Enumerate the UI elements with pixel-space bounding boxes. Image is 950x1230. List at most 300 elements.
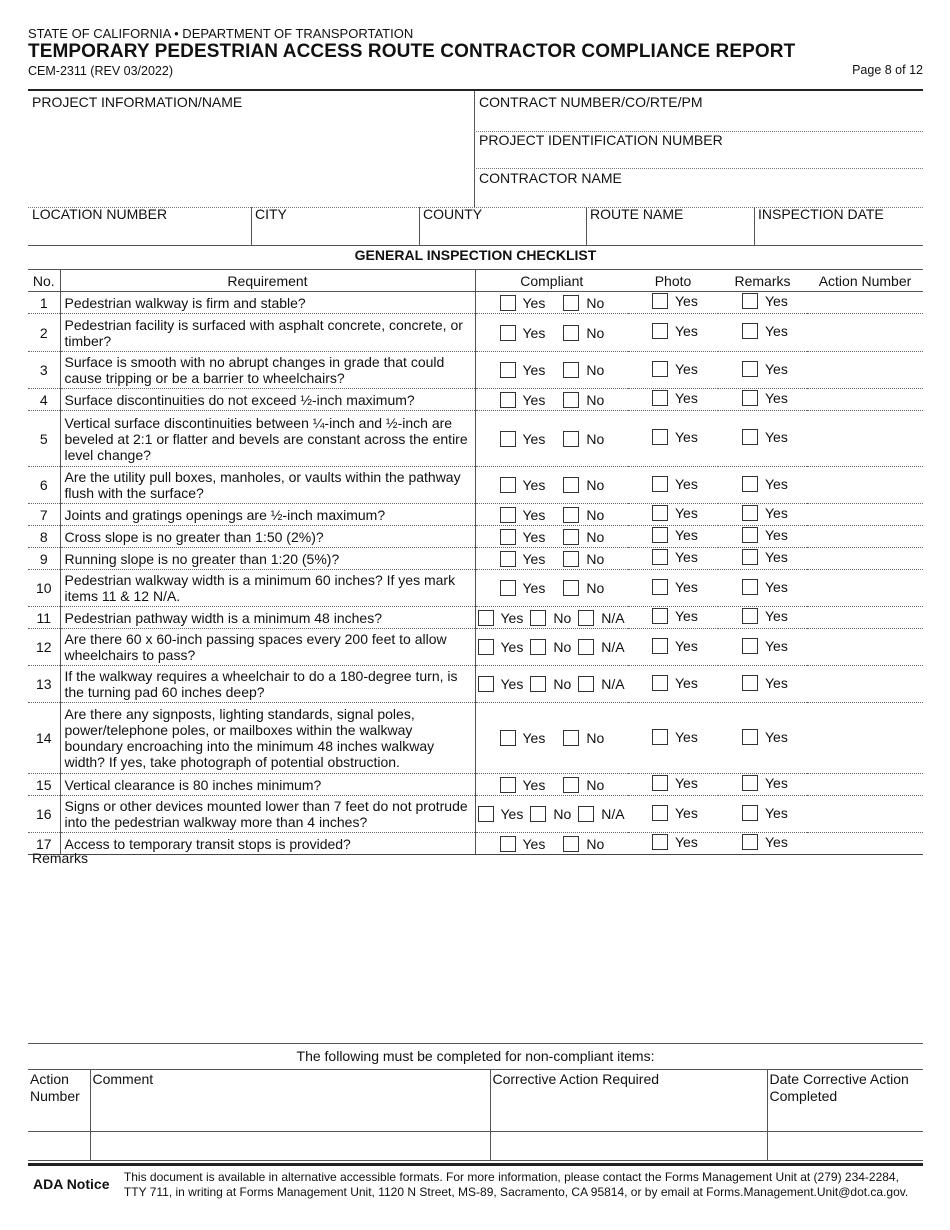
checkbox-label: Yes: [522, 528, 546, 545]
action-number-input[interactable]: [807, 389, 923, 411]
checkbox-label: Yes: [765, 505, 788, 521]
compliant-no-checkbox[interactable]: [563, 836, 604, 852]
compliant-yes-checkbox[interactable]: [478, 639, 524, 655]
checkbox-icon[interactable]: [652, 390, 668, 406]
checkbox-icon[interactable]: [578, 610, 594, 626]
compliant-na-checkbox[interactable]: [578, 639, 624, 655]
checkbox-icon[interactable]: [742, 638, 758, 654]
checkbox-icon[interactable]: [742, 293, 758, 309]
checkbox-icon[interactable]: [563, 529, 579, 545]
checkbox-icon[interactable]: [478, 639, 494, 655]
checkbox-icon[interactable]: [500, 777, 516, 793]
checkbox-icon[interactable]: [742, 579, 758, 595]
checkbox-icon[interactable]: [478, 610, 494, 626]
action-number-input[interactable]: [807, 292, 923, 314]
checkbox-icon[interactable]: [652, 834, 668, 850]
checkbox-icon[interactable]: [500, 580, 516, 596]
noncompliant-table: [28, 1070, 923, 1161]
action-number-input[interactable]: [807, 570, 923, 607]
checkbox-icon[interactable]: [563, 730, 579, 746]
checkbox-label: Yes: [675, 637, 698, 654]
compliant-cell: [475, 666, 628, 703]
checkbox-icon[interactable]: [652, 579, 668, 595]
divider: [474, 91, 475, 208]
checkbox-label: Yes: [522, 324, 546, 341]
row-number: 13: [28, 666, 60, 703]
col-compliant: Compliant: [475, 270, 628, 292]
checklist-row: [28, 467, 923, 504]
checkbox-icon[interactable]: [652, 608, 668, 624]
requirement-text: Joints and gratings openings are ½-inch maximum?: [60, 504, 475, 526]
photo-yes-checkbox[interactable]: [652, 729, 698, 745]
noncompliant-title: The following must be completed for non-compliant items:: [28, 1043, 923, 1070]
photo-yes-checkbox[interactable]: [652, 429, 698, 445]
photo-cell: [628, 774, 718, 796]
checkbox-icon[interactable]: [563, 580, 579, 596]
checkbox-icon[interactable]: [652, 323, 668, 339]
col-requirement: Requirement: [60, 270, 475, 292]
remarks-cell: [718, 504, 807, 526]
checkbox-icon[interactable]: [500, 295, 516, 311]
remarks-yes-checkbox[interactable]: [742, 429, 788, 445]
inspection-date-field[interactable]: INSPECTION DATE: [758, 206, 884, 222]
remarks-yes-checkbox[interactable]: [742, 675, 788, 691]
checkbox-label: Yes: [675, 578, 698, 595]
checkbox-icon[interactable]: [742, 608, 758, 624]
checkbox-label: No: [586, 580, 605, 596]
checkbox-label: Yes: [500, 609, 524, 626]
photo-yes-checkbox[interactable]: [652, 549, 698, 565]
nc-entry-row: [28, 1131, 923, 1160]
remarks-label: Remarks: [32, 850, 89, 866]
compliant-yes-checkbox[interactable]: [500, 392, 546, 408]
compliant-cell: [475, 570, 628, 607]
checkbox-label: Yes: [675, 674, 698, 691]
checklist-row: [28, 352, 923, 389]
checkbox-label: Yes: [765, 775, 788, 791]
compliant-cell: [475, 467, 628, 504]
action-number-input[interactable]: [807, 629, 923, 666]
compliant-no-checkbox[interactable]: [563, 580, 604, 596]
nc-corrective-input[interactable]: [490, 1131, 767, 1160]
compliant-no-checkbox[interactable]: [530, 676, 571, 692]
compliant-na-checkbox[interactable]: [578, 676, 624, 692]
checkbox-icon[interactable]: [500, 507, 516, 523]
remarks-yes-checkbox[interactable]: [742, 775, 788, 791]
action-number-input[interactable]: [807, 314, 923, 352]
checkbox-label: N/A: [601, 639, 625, 655]
checkbox-icon[interactable]: [742, 834, 758, 850]
form-number: CEM-2311 (REV 03/2022): [28, 64, 173, 78]
checkbox-icon[interactable]: [530, 806, 546, 822]
divider: [28, 245, 923, 246]
remarks-cell: [718, 526, 807, 548]
compliant-no-checkbox[interactable]: [563, 730, 604, 746]
checkbox-label: N/A: [601, 676, 625, 692]
action-number-input[interactable]: [807, 796, 923, 833]
requirement-text: Are there 60 x 60-inch passing spaces every 200 feet to allow wheelchairs to pass?: [60, 629, 475, 666]
checkbox-label: Yes: [675, 429, 698, 445]
checkbox-icon[interactable]: [500, 529, 516, 545]
route-name-field[interactable]: ROUTE NAME: [590, 206, 684, 222]
compliant-no-checkbox[interactable]: [563, 431, 604, 447]
compliant-yes-checkbox[interactable]: [500, 295, 546, 311]
checkbox-icon[interactable]: [500, 431, 516, 447]
contractor-name-field[interactable]: CONTRACTOR NAME: [479, 170, 622, 186]
remarks-yes-checkbox[interactable]: [742, 323, 788, 339]
row-number: 15: [28, 774, 60, 796]
compliant-no-checkbox[interactable]: [563, 477, 604, 493]
requirement-text: Running slope is no greater than 1:20 (5%)?: [60, 548, 475, 570]
photo-yes-checkbox[interactable]: [652, 323, 698, 339]
photo-yes-checkbox[interactable]: [652, 608, 698, 624]
checkbox-label: Yes: [765, 390, 788, 406]
checkbox-icon[interactable]: [563, 392, 579, 408]
checkbox-label: Yes: [522, 580, 546, 596]
checkbox-label: Yes: [522, 430, 546, 447]
checkbox-icon[interactable]: [563, 836, 579, 852]
project-info-name-field[interactable]: PROJECT INFORMATION/NAME: [32, 94, 243, 110]
checkbox-label: Yes: [500, 676, 524, 692]
remarks-yes-checkbox[interactable]: [742, 527, 788, 543]
compliant-no-checkbox[interactable]: [530, 610, 571, 626]
compliant-cell: [475, 504, 628, 526]
checkbox-icon[interactable]: [530, 676, 546, 692]
compliant-yes-checkbox[interactable]: [478, 610, 524, 626]
compliant-yes-checkbox[interactable]: [500, 325, 546, 341]
checkbox-label: No: [586, 324, 605, 341]
photo-yes-checkbox[interactable]: [652, 505, 698, 521]
photo-yes-checkbox[interactable]: [652, 579, 698, 595]
checkbox-icon[interactable]: [578, 806, 594, 822]
compliant-yes-checkbox[interactable]: [500, 551, 546, 567]
compliant-yes-checkbox[interactable]: [478, 676, 524, 692]
photo-cell: [628, 389, 718, 411]
form-title: TEMPORARY PEDESTRIAN ACCESS ROUTE CONTRACTOR COMPLIANCE REPORT: [28, 41, 796, 62]
checkbox-label: Yes: [675, 549, 698, 565]
checkbox-icon[interactable]: [652, 805, 668, 821]
action-number-input[interactable]: [807, 833, 923, 855]
photo-yes-checkbox[interactable]: [652, 834, 698, 850]
requirement-text: If the walkway requires a wheelchair to do a 180-degree turn, is the turning pad 60 inches deep?: [60, 666, 475, 703]
action-number-input[interactable]: [807, 504, 923, 526]
checklist-header-row: [28, 270, 923, 292]
remarks-cell: [718, 314, 807, 352]
checkbox-icon[interactable]: [652, 638, 668, 654]
checkbox-label: Yes: [522, 506, 546, 523]
checkbox-icon[interactable]: [563, 551, 579, 567]
checkbox-icon[interactable]: [742, 390, 758, 406]
checkbox-label: Yes: [675, 775, 698, 791]
remarks-cell: [718, 796, 807, 833]
compliant-yes-checkbox[interactable]: [500, 431, 546, 447]
checkbox-icon[interactable]: [500, 730, 516, 746]
remarks-yes-checkbox[interactable]: [742, 834, 788, 850]
requirement-text: Pedestrian walkway is firm and stable?: [60, 292, 475, 314]
checklist-row: [28, 314, 923, 352]
nc-corrective-header: Corrective Action Required: [490, 1070, 767, 1131]
compliant-yes-checkbox[interactable]: [500, 362, 546, 378]
contract-number-field[interactable]: CONTRACT NUMBER/CO/RTE/PM: [479, 94, 703, 110]
remarks-yes-checkbox[interactable]: [742, 505, 788, 521]
photo-cell: [628, 504, 718, 526]
compliant-cell: [475, 548, 628, 570]
compliant-no-checkbox[interactable]: [530, 806, 571, 822]
photo-yes-checkbox[interactable]: [652, 361, 698, 377]
checkbox-label: Yes: [522, 550, 546, 567]
photo-yes-checkbox[interactable]: [652, 638, 698, 654]
checkbox-icon[interactable]: [563, 362, 579, 378]
compliant-yes-checkbox[interactable]: [500, 507, 546, 523]
checkbox-icon[interactable]: [742, 361, 758, 377]
checkbox-label: No: [553, 609, 572, 626]
action-number-input[interactable]: [807, 666, 923, 703]
compliant-yes-checkbox[interactable]: [500, 836, 546, 852]
checkbox-icon[interactable]: [500, 362, 516, 378]
row-number: 16: [28, 796, 60, 833]
photo-cell: [628, 411, 718, 467]
compliant-cell: [475, 774, 628, 796]
requirement-text: Pedestrian pathway width is a minimum 48 inches?: [60, 607, 475, 629]
photo-cell: [628, 629, 718, 666]
compliant-no-checkbox[interactable]: [563, 507, 604, 523]
compliant-yes-checkbox[interactable]: [500, 529, 546, 545]
remarks-yes-checkbox[interactable]: [742, 729, 788, 745]
photo-yes-checkbox[interactable]: [652, 390, 698, 406]
checkbox-label: Yes: [765, 637, 788, 654]
checkbox-label: Yes: [765, 293, 788, 309]
checkbox-icon[interactable]: [652, 429, 668, 445]
checkbox-icon[interactable]: [742, 805, 758, 821]
requirement-text: Cross slope is no greater than 1:50 (2%)?: [60, 526, 475, 548]
remarks-yes-checkbox[interactable]: [742, 361, 788, 377]
checklist-row: [28, 774, 923, 796]
checkbox-icon[interactable]: [563, 477, 579, 493]
checklist-row: [28, 666, 923, 703]
remarks-cell: [718, 389, 807, 411]
action-number-input[interactable]: [807, 352, 923, 389]
remarks-yes-checkbox[interactable]: [742, 293, 788, 309]
compliant-no-checkbox[interactable]: [563, 392, 604, 408]
ada-notice-text: This document is available in alternative accessible formats. For more information, please contact the Forms Management Unit at (279) 234-2284, TTY 711, in writing at Forms Management Unit, 1120 N Street, MS-89, Sacramento, CA 95814, or by email at Forms.Management.Unit@dot.ca.gov.: [123, 1170, 909, 1199]
checkbox-icon[interactable]: [742, 675, 758, 691]
checkbox-label: Yes: [675, 475, 698, 492]
checkbox-icon[interactable]: [478, 676, 494, 692]
checkbox-icon[interactable]: [500, 551, 516, 567]
checkbox-icon[interactable]: [500, 477, 516, 493]
row-number: 4: [28, 389, 60, 411]
row-number: 11: [28, 607, 60, 629]
remarks-yes-checkbox[interactable]: [742, 579, 788, 595]
inspection-checklist-table: [28, 269, 923, 855]
photo-yes-checkbox[interactable]: [652, 527, 698, 543]
checkbox-label: Yes: [765, 804, 788, 821]
checkbox-icon[interactable]: [652, 729, 668, 745]
checkbox-icon[interactable]: [652, 527, 668, 543]
col-action-number: Action Number: [807, 270, 923, 292]
remarks-yes-checkbox[interactable]: [742, 638, 788, 654]
requirement-text: Are there any signposts, lighting standards, signal poles, power/telephone poles, or mailboxes within the walkway boundary encroaching into the minimum 48 inches walkway width? If yes, take photograph of potential obstruction.: [60, 703, 475, 774]
action-number-input[interactable]: [807, 548, 923, 570]
remarks-yes-checkbox[interactable]: [742, 549, 788, 565]
row-number: 5: [28, 411, 60, 467]
remarks-cell: [718, 666, 807, 703]
remarks-cell: [718, 292, 807, 314]
checkbox-label: Yes: [765, 549, 788, 565]
checkbox-label: Yes: [765, 360, 788, 377]
noncompliant-section: [28, 1043, 923, 1166]
checkbox-icon[interactable]: [478, 806, 494, 822]
checkbox-label: Yes: [522, 391, 546, 408]
compliant-no-checkbox[interactable]: [563, 551, 604, 567]
compliant-no-checkbox[interactable]: [563, 362, 604, 378]
checkbox-icon[interactable]: [652, 775, 668, 791]
row-number: 1: [28, 292, 60, 314]
checkbox-icon[interactable]: [563, 295, 579, 311]
col-remarks: Remarks: [718, 270, 807, 292]
compliant-yes-checkbox[interactable]: [500, 730, 546, 746]
compliant-cell: [475, 629, 628, 666]
checklist-row: [28, 570, 923, 607]
checkbox-icon[interactable]: [742, 323, 758, 339]
row-number: 6: [28, 467, 60, 504]
remarks-cell: [718, 411, 807, 467]
checkbox-icon[interactable]: [500, 836, 516, 852]
checkbox-icon[interactable]: [742, 429, 758, 445]
action-number-input[interactable]: [807, 411, 923, 467]
checkbox-icon[interactable]: [530, 610, 546, 626]
checkbox-icon[interactable]: [652, 476, 668, 492]
divider: [28, 1163, 923, 1166]
remarks-yes-checkbox[interactable]: [742, 390, 788, 406]
checkbox-icon[interactable]: [563, 507, 579, 523]
checkbox-icon[interactable]: [652, 293, 668, 309]
checkbox-label: No: [553, 676, 572, 692]
checkbox-icon[interactable]: [652, 361, 668, 377]
checkbox-icon[interactable]: [742, 775, 758, 791]
checkbox-label: Yes: [675, 293, 698, 309]
photo-yes-checkbox[interactable]: [652, 805, 698, 821]
checkbox-label: Yes: [675, 360, 698, 377]
remarks-cell: [718, 467, 807, 504]
checkbox-icon[interactable]: [652, 549, 668, 565]
checkbox-icon[interactable]: [742, 549, 758, 565]
requirement-text: Vertical clearance is 80 inches minimum?: [60, 774, 475, 796]
row-number: 7: [28, 504, 60, 526]
action-number-input[interactable]: [807, 526, 923, 548]
compliant-cell: [475, 703, 628, 774]
checkbox-label: Yes: [522, 294, 546, 311]
compliant-yes-checkbox[interactable]: [500, 477, 546, 493]
checkbox-icon[interactable]: [563, 431, 579, 447]
compliant-no-checkbox[interactable]: [563, 295, 604, 311]
checkbox-label: Yes: [522, 835, 546, 852]
compliant-yes-checkbox[interactable]: [500, 580, 546, 596]
compliant-yes-checkbox[interactable]: [500, 777, 546, 793]
compliant-no-checkbox[interactable]: [563, 777, 604, 793]
checkbox-label: No: [586, 391, 605, 408]
remarks-cell: [718, 833, 807, 855]
checkbox-label: Yes: [675, 527, 698, 543]
row-number: 3: [28, 352, 60, 389]
checkbox-label: Yes: [675, 728, 698, 745]
checkbox-icon[interactable]: [742, 476, 758, 492]
checkbox-label: Yes: [765, 834, 788, 850]
county-field[interactable]: COUNTY: [423, 206, 483, 222]
remarks-cell: [718, 703, 807, 774]
checkbox-icon[interactable]: [500, 392, 516, 408]
compliant-na-checkbox[interactable]: [578, 610, 624, 626]
page-number: Page 8 of 12: [852, 63, 923, 77]
checkbox-icon[interactable]: [500, 325, 516, 341]
remarks-yes-checkbox[interactable]: [742, 805, 788, 821]
checkbox-icon[interactable]: [652, 505, 668, 521]
checkbox-label: No: [553, 639, 572, 655]
checkbox-icon[interactable]: [652, 675, 668, 691]
project-id-field[interactable]: PROJECT IDENTIFICATION NUMBER: [479, 132, 723, 148]
checkbox-label: Yes: [500, 806, 524, 822]
checklist-row: [28, 504, 923, 526]
photo-cell: [628, 666, 718, 703]
checkbox-icon[interactable]: [530, 639, 546, 655]
compliant-no-checkbox[interactable]: [563, 529, 604, 545]
checkbox-label: Yes: [675, 323, 698, 339]
location-number-field[interactable]: LOCATION NUMBER: [32, 206, 168, 222]
action-number-input[interactable]: [807, 467, 923, 504]
checkbox-label: No: [586, 730, 605, 746]
city-field[interactable]: CITY: [255, 206, 287, 222]
divider: [586, 207, 587, 245]
checkbox-icon[interactable]: [742, 505, 758, 521]
compliant-yes-checkbox[interactable]: [478, 806, 524, 822]
action-number-input[interactable]: [807, 774, 923, 796]
checkbox-label: Yes: [675, 390, 698, 406]
photo-yes-checkbox[interactable]: [652, 293, 698, 309]
compliant-no-checkbox[interactable]: [530, 639, 571, 655]
photo-cell: [628, 703, 718, 774]
nc-comment-input[interactable]: [90, 1131, 490, 1160]
agency-line: STATE OF CALIFORNIA • DEPARTMENT OF TRANSPORTATION: [28, 26, 414, 41]
requirement-text: Access to temporary transit stops is provided?: [60, 833, 475, 855]
photo-yes-checkbox[interactable]: [652, 675, 698, 691]
checkbox-icon[interactable]: [563, 777, 579, 793]
checklist-row: [28, 703, 923, 774]
checkbox-icon[interactable]: [578, 639, 594, 655]
remarks-yes-checkbox[interactable]: [742, 476, 788, 492]
checkbox-icon[interactable]: [563, 325, 579, 341]
action-number-input[interactable]: [807, 607, 923, 629]
remarks-yes-checkbox[interactable]: [742, 608, 788, 624]
remarks-cell: [718, 570, 807, 607]
photo-yes-checkbox[interactable]: [652, 476, 698, 492]
photo-cell: [628, 548, 718, 570]
checkbox-icon[interactable]: [742, 729, 758, 745]
nc-date-input[interactable]: [767, 1131, 923, 1160]
photo-yes-checkbox[interactable]: [652, 775, 698, 791]
checkbox-label: No: [586, 835, 605, 852]
nc-action-number-input[interactable]: [28, 1131, 90, 1160]
remarks-cell: [718, 774, 807, 796]
checklist-title: GENERAL INSPECTION CHECKLIST: [354, 247, 597, 263]
checkbox-label: N/A: [601, 806, 625, 822]
compliant-no-checkbox[interactable]: [563, 325, 604, 341]
compliant-na-checkbox[interactable]: [578, 806, 624, 822]
checkbox-icon[interactable]: [742, 527, 758, 543]
ada-notice-label: ADA Notice: [33, 1176, 110, 1192]
checkbox-icon[interactable]: [578, 676, 594, 692]
photo-cell: [628, 607, 718, 629]
action-number-input[interactable]: [807, 703, 923, 774]
